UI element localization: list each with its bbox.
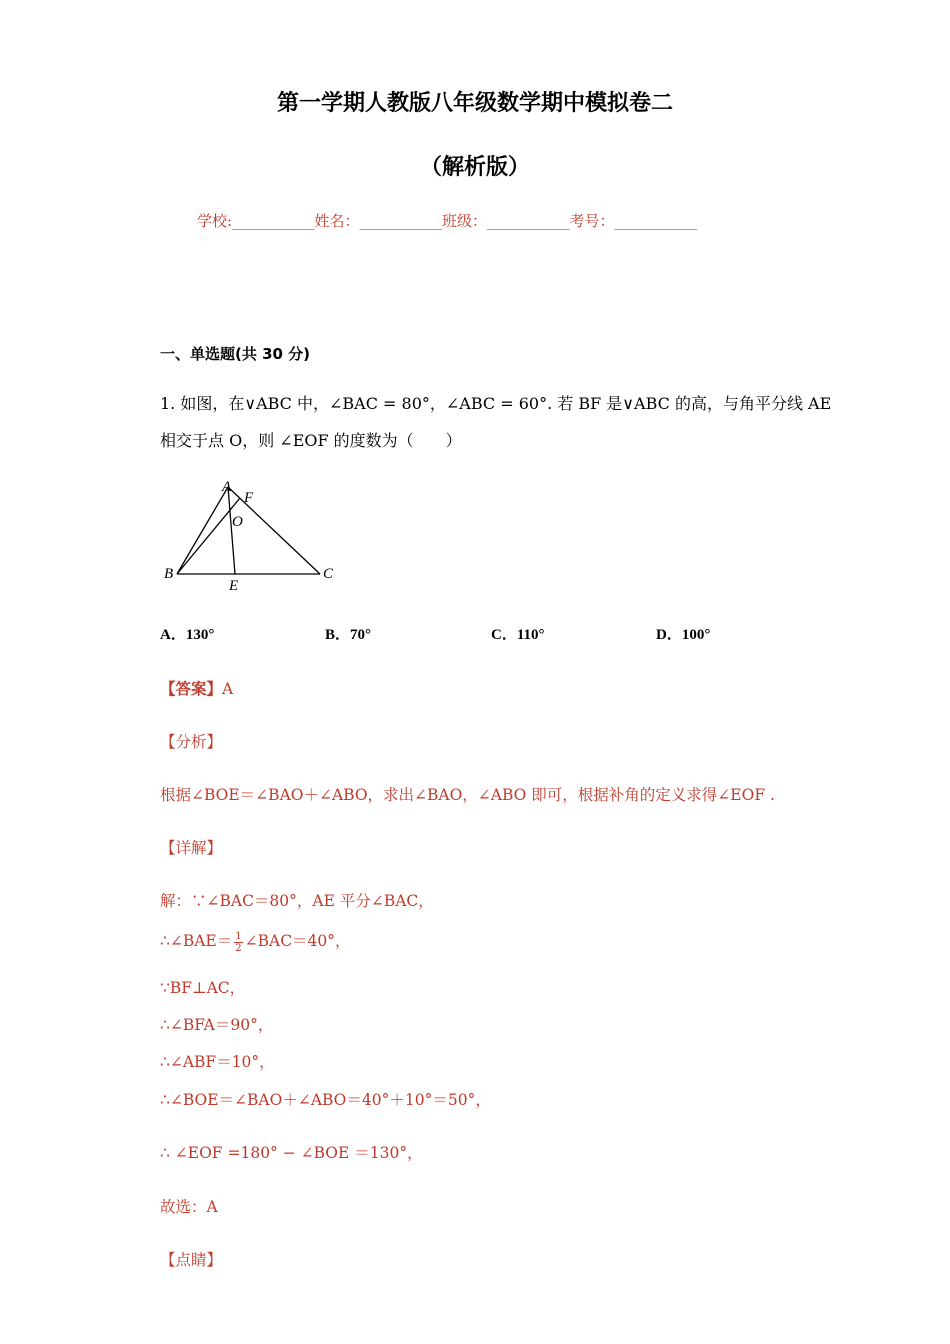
label-c: C [323, 566, 334, 582]
page-title: 第一学期人教版八年级数学期中模拟卷二 [276, 91, 673, 116]
detail-line-2-prefix: ∴∠BAE＝ [160, 932, 233, 950]
detail-line-3: ∵BF⊥AC， [160, 979, 246, 997]
fraction-denominator: 2 [235, 942, 242, 954]
detail-line-8: 故选：A [160, 1198, 218, 1216]
question-text-line1: 1. 如图，在∨ABC 中，∠BAC = 80°，∠ABC = 60°. 若 BF 是∨ABC 的高，与角平分线 AE [160, 394, 832, 413]
option-c[interactable]: C．110° [491, 627, 545, 643]
segment-ae [228, 487, 235, 574]
option-a[interactable]: A．130° [160, 627, 215, 643]
question-text-line2: 相交于点 O，则 ∠EOF 的度数为（ ） [160, 431, 462, 450]
student-info-line: 学校:___________姓名：___________班级：___________考号：___________ [197, 212, 698, 230]
detail-tag: 【详解】 [160, 839, 223, 857]
label-b: B [164, 566, 174, 582]
detail-line-4: ∴∠BFA＝90°， [160, 1016, 274, 1034]
fraction-numerator: 1 [235, 930, 242, 942]
detail-line-1: 解：∵∠BAC＝80°，AE 平分∠BAC， [160, 892, 434, 910]
detail-line-5: ∴∠ABF＝10°， [160, 1053, 275, 1071]
detail-line-7: ∴ ∠EOF =180° − ∠BOE ＝130°， [160, 1144, 423, 1162]
detail-line-6: ∴∠BOE＝∠BAO＋∠ABO＝40°＋10°＝50°， [160, 1091, 491, 1109]
label-a: A [222, 479, 232, 495]
option-d[interactable]: D．100° [656, 627, 711, 643]
label-e: E [229, 578, 239, 594]
fraction-one-half [234, 931, 242, 954]
option-b[interactable]: B．70° [325, 627, 372, 643]
section-heading: 一、单选题(共 30 分) [160, 345, 311, 363]
triangle-figure [150, 472, 350, 597]
segment-ac [228, 487, 320, 574]
segment-bf [177, 498, 240, 574]
answer-tag: 【答案】 [160, 679, 223, 698]
label-o: O [232, 514, 243, 530]
segment-ab [177, 487, 228, 574]
analysis-tag: 【分析】 [160, 733, 223, 751]
page-subtitle: （解析版） [419, 155, 530, 180]
answer-value: A [222, 680, 234, 698]
detail-line-2 [160, 929, 351, 954]
detail-line-2-suffix: ∠BAC＝40°， [244, 932, 351, 950]
analysis-text: 根据∠BOE＝∠BAO＋∠ABO，求出∠BAO，∠ABO 即可，根据补角的定义求得∠EOF . [160, 786, 775, 804]
answer-row [160, 677, 233, 699]
label-f: F [244, 490, 254, 506]
comment-tag: 【点睛】 [160, 1251, 223, 1269]
